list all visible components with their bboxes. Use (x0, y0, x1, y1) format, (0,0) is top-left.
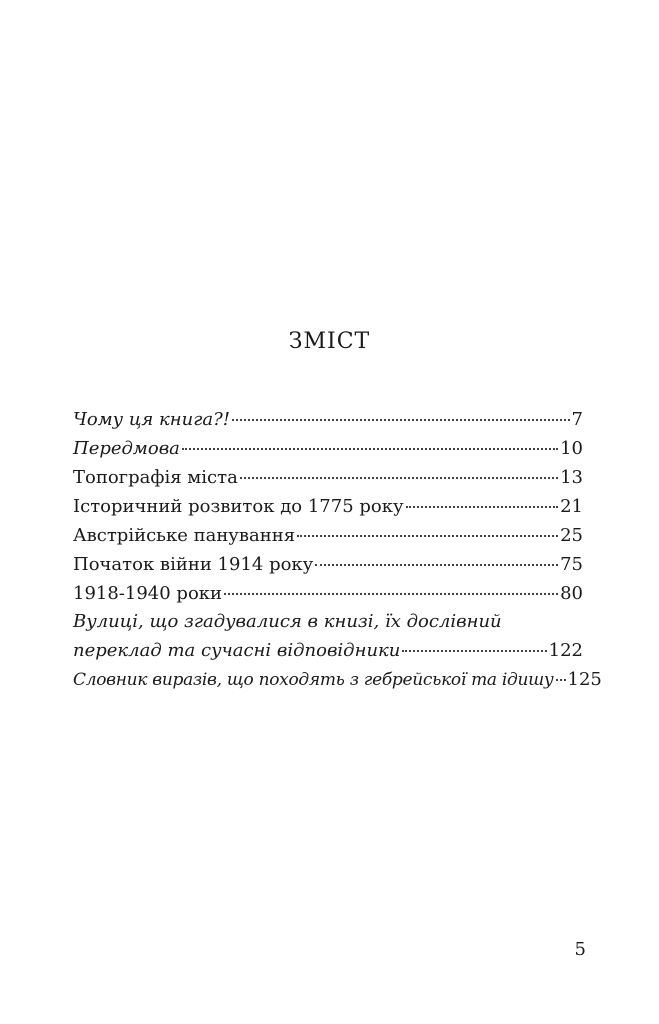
toc-entry-page: 21 (560, 496, 583, 517)
toc-entry[interactable] (73, 665, 602, 694)
toc-entry-title: Топографія міста (73, 467, 238, 488)
toc-entry-title: Початок війни 1914 року (73, 554, 314, 575)
toc-entry-page: 122 (548, 640, 583, 661)
toc-entry-title: Історичний розвиток до 1775 року (73, 496, 404, 517)
toc-entry-page: 80 (560, 583, 583, 604)
dot-leader (402, 632, 546, 652)
toc-entry-title: переклад та сучасні відповідники (73, 640, 401, 661)
toc-entry-title: Австрійське панування (73, 525, 296, 546)
toc-entry-page: 125 (567, 669, 602, 690)
dot-leader (240, 459, 558, 479)
toc-entry[interactable] (73, 608, 583, 665)
toc-entry-title: 1918-1940 роки (73, 583, 223, 604)
toc-entry-title-line1: Вулиці, що згадувалися в книзі, їх дослівний (73, 611, 502, 632)
dot-leader (315, 546, 558, 566)
table-of-contents (73, 405, 602, 694)
toc-entry-page: 7 (571, 409, 583, 430)
page-number: 5 (574, 939, 586, 960)
toc-entry-page: 75 (560, 554, 583, 575)
dot-leader (182, 430, 558, 450)
toc-entry-title: Словник виразів, що походять з гебрейської та ідишу (73, 670, 554, 690)
toc-entry-page: 25 (560, 525, 583, 546)
toc-entry-page: 13 (560, 467, 583, 488)
dot-leader (297, 517, 558, 537)
page-title: ЗМІСТ (288, 329, 371, 354)
dot-leader (556, 661, 566, 681)
toc-entry-page: 10 (560, 438, 583, 459)
toc-entry[interactable] (73, 579, 583, 608)
dot-leader (406, 488, 559, 508)
toc-entry-title: Чому ця книга?! (73, 409, 230, 430)
dot-leader (224, 575, 558, 595)
dot-leader (232, 401, 570, 421)
toc-entry-title: Передмова (73, 438, 180, 459)
